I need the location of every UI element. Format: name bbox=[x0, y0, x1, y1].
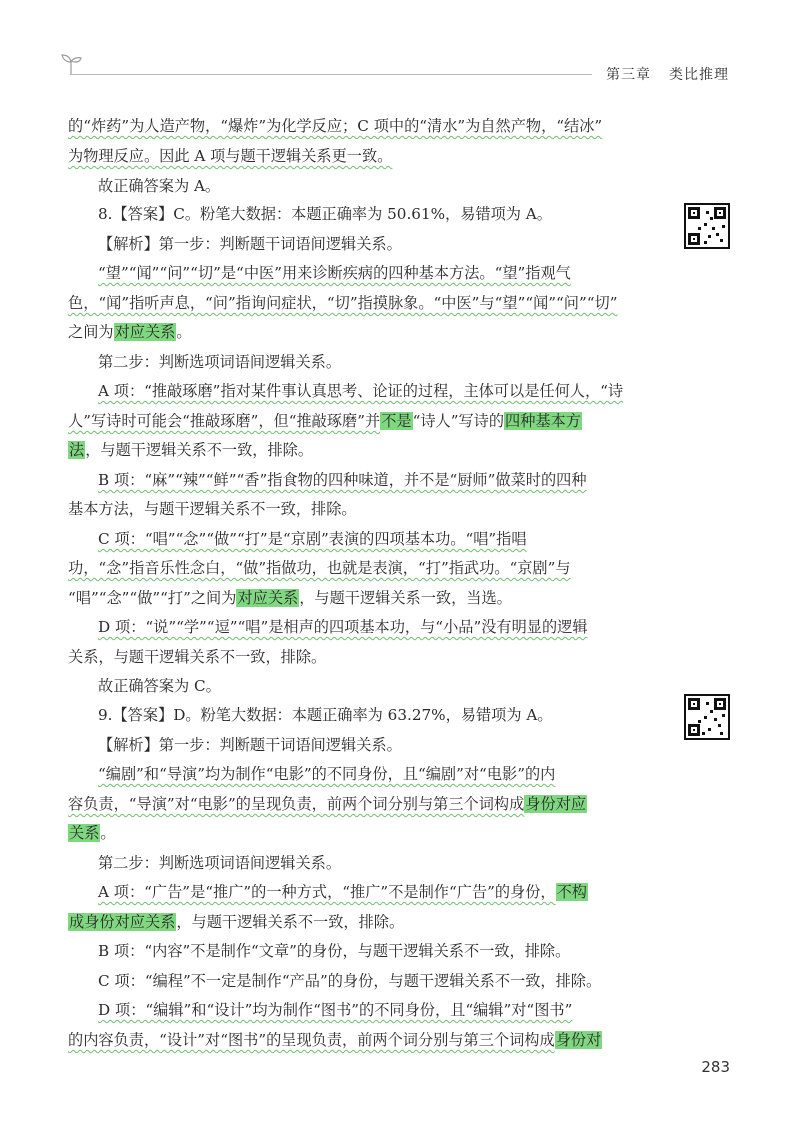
answer-text: 的“炸药”为人造产物，“爆炸”为化学反应；C 项中的“清水”为自然产物，“结冰” bbox=[68, 117, 603, 135]
analysis-text: D 项：“编辑”和“设计”均为制作“图书”的不同身份，且“编辑”对“图书” bbox=[98, 1001, 573, 1019]
highlight-term: 身份对应 bbox=[525, 795, 587, 813]
chapter-title: 类比推理 bbox=[669, 67, 729, 83]
text-line bbox=[68, 439, 313, 460]
text-line bbox=[68, 175, 220, 196]
highlight-term: 法 bbox=[69, 441, 85, 459]
text-line bbox=[68, 763, 555, 784]
analysis-text: D 项：“说”“学”“逗”“唱”是相声的四项基本功，与“小品”没有明显的逻辑 bbox=[98, 618, 588, 636]
text-line bbox=[68, 321, 192, 342]
analysis-text: ，与题干逻辑关系不一致，排除。 bbox=[176, 913, 405, 931]
analysis-text: A 项：“推敲琢磨”指对某件事认真思考、论证的过程，主体可以是任何人，“诗 bbox=[98, 382, 624, 400]
analysis-text: “望”“闻”“问”“切”是“中医”用来诊断疾病的四种基本方法。“望”指观气 bbox=[98, 264, 571, 282]
analysis-text: 的内容负责，“设计”对“图书”的呈现负责，前两个词分别与第三个词构成 bbox=[68, 1031, 555, 1049]
answer-text: 故正确答案为 C。 bbox=[98, 677, 221, 695]
header-rule bbox=[70, 74, 592, 75]
analysis-text: 。 bbox=[100, 824, 116, 842]
q8-analysis-line bbox=[68, 233, 402, 254]
text-line bbox=[68, 1029, 602, 1050]
analysis-text: 关系，与题干逻辑关系不一致，排除。 bbox=[68, 648, 327, 666]
text-line bbox=[68, 793, 587, 814]
text-line bbox=[68, 999, 572, 1020]
analysis-text: C 项：“编程”不一定是制作“产品”的身份，与题干逻辑关系不一致，排除。 bbox=[98, 972, 602, 990]
highlight-term: 成身份对应关系 bbox=[69, 913, 176, 931]
text-line bbox=[68, 970, 601, 991]
highlight-term: 不是 bbox=[381, 412, 412, 430]
text-line bbox=[68, 262, 571, 283]
text-line bbox=[68, 881, 588, 902]
analysis-text: “编剧”和“导演”均为制作“电影”的不同身份，且“编剧”对“电影”的内 bbox=[98, 765, 556, 783]
analysis-text: C 项：“唱”“念”“做”“打”是“京剧”表演的四项基本功。“唱”指唱 bbox=[98, 530, 527, 548]
text-line bbox=[68, 469, 587, 490]
text-line bbox=[68, 351, 341, 372]
highlight-term: 对应关系 bbox=[237, 589, 299, 607]
highlight-term: 身份对 bbox=[555, 1031, 602, 1049]
text-line bbox=[68, 822, 116, 843]
analysis-text: A 项：“广告”是“推广”的一种方式，“推广”不是制作“广告”的身份， bbox=[98, 883, 556, 901]
analysis-text: 容负责，“导演”对“电影”的呈现负责，前两个词分别与第三个词构成 bbox=[68, 795, 525, 813]
analysis-text: 第二步：判断选项词语间逻辑关系。 bbox=[98, 353, 341, 371]
text-line bbox=[68, 380, 623, 401]
text-line bbox=[68, 675, 221, 696]
answer-text: 9.【答案】D。粉笔大数据：本题正确率为 63.27%，易错项为 A。 bbox=[98, 706, 553, 724]
text-line bbox=[68, 616, 588, 637]
analysis-text: “唱”“念”“做”“打”之间为 bbox=[68, 589, 237, 607]
analysis-text: 人”写诗时可能会“推敲琢磨”，但“推敲琢磨”并 bbox=[68, 412, 381, 430]
chapter-heading bbox=[606, 64, 729, 84]
analysis-text: 色，“闻”指听声息，“问”指询问症状，“切”指摸脉象。“中医”与“望”“闻”“问”“切” bbox=[68, 294, 618, 312]
text-line bbox=[68, 115, 602, 136]
highlight-term: 四种基本方 bbox=[505, 412, 581, 430]
text-line bbox=[68, 852, 341, 873]
analysis-text: 基本方法，与题干逻辑关系不一致，排除。 bbox=[68, 500, 357, 518]
text-line bbox=[68, 292, 617, 313]
analysis-text: B 项：“麻”“辣”“鲜”“香”指食物的四种味道，并不是“厨师”做菜时的四种 bbox=[98, 471, 587, 489]
analysis-text: 【解析】第一步：判断题干词语间逻辑关系。 bbox=[98, 736, 402, 754]
analysis-text: “诗人”写诗的 bbox=[412, 412, 505, 430]
text-line bbox=[68, 587, 512, 608]
chapter-number: 第三章 bbox=[606, 67, 651, 83]
highlight-term: 对应关系 bbox=[114, 323, 176, 341]
analysis-text: ，与题干逻辑关系不一致，排除。 bbox=[85, 441, 313, 459]
analysis-text: 功，“念”指音乐性念白，“做”指做功，也就是表演，“打”指武功。“京剧”与 bbox=[68, 559, 571, 577]
text-line bbox=[68, 646, 326, 667]
answer-text: 故正确答案为 A。 bbox=[98, 177, 221, 195]
answer-text: 为物理反应。因此 A 项与题干逻辑关系更一致。 bbox=[68, 147, 393, 165]
qr-code[interactable] bbox=[684, 203, 730, 249]
page-number: 283 bbox=[701, 1058, 730, 1076]
analysis-text: B 项：“内容”不是制作“文章”的身份，与题干逻辑关系不一致，排除。 bbox=[98, 942, 571, 960]
q9-analysis-line bbox=[68, 734, 402, 755]
analysis-text: 。 bbox=[176, 323, 192, 341]
highlight-term: 关系 bbox=[69, 824, 100, 842]
q8-answer-line bbox=[68, 203, 552, 224]
highlight-term: 不构 bbox=[556, 883, 587, 901]
analysis-text: 【解析】第一步：判断题干词语间逻辑关系。 bbox=[98, 235, 402, 253]
qr-code[interactable] bbox=[684, 694, 730, 740]
q9-answer-line bbox=[68, 704, 553, 725]
analysis-text: ，与题干逻辑关系一致，当选。 bbox=[299, 589, 512, 607]
text-line bbox=[68, 528, 527, 549]
text-line bbox=[68, 911, 404, 932]
analysis-text: 之间为 bbox=[68, 323, 114, 341]
text-line bbox=[68, 410, 582, 431]
text-line bbox=[68, 557, 571, 578]
analysis-text: 第二步：判断选项词语间逻辑关系。 bbox=[98, 854, 341, 872]
sprout-icon bbox=[58, 50, 84, 76]
answer-text: 8.【答案】C。粉笔大数据：本题正确率为 50.61%，易错项为 A。 bbox=[98, 205, 552, 223]
text-line bbox=[68, 940, 570, 961]
text-line bbox=[68, 145, 392, 166]
text-line bbox=[68, 498, 357, 519]
